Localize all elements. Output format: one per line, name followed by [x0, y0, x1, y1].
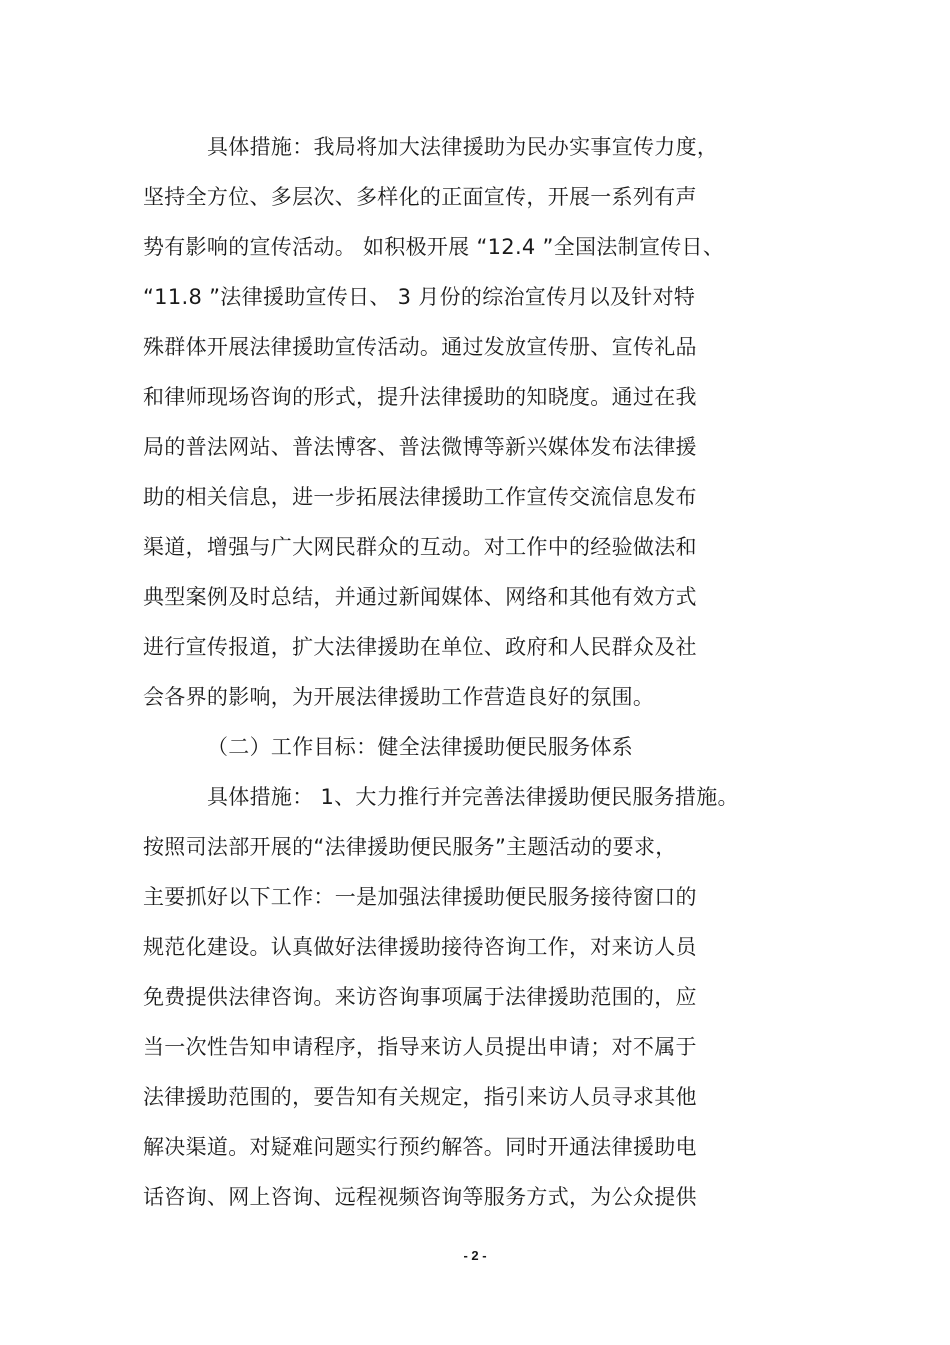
paragraph-1-line-4: “11.8 ”法律援助宣传日、 3 月份的综治宣传月以及针对特: [143, 285, 696, 309]
page-number: - 2 -: [463, 1248, 487, 1263]
paragraph-1-line-7: 局的普法网站、普法博客、普法微博等新兴媒体发布法律援: [143, 435, 697, 459]
paragraph-1-line-8: 助的相关信息，进一步拓展法律援助工作宣传交流信息发布: [143, 485, 697, 509]
paragraph-1-line-6: 和律师现场咨询的形式，提升法律援助的知晓度。通过在我: [143, 385, 697, 409]
paragraph-1-line-1: 具体措施：我局将加大法律援助为民办实事宣传力度，: [207, 135, 719, 159]
paragraph-2-line-7: 法律援助范围的，要告知有关规定，指引来访人员寻求其他: [143, 1085, 697, 1109]
paragraph-2-line-9: 话咨询、网上咨询、远程视频咨询等服务方式，为公众提供: [143, 1185, 697, 1209]
paragraph-2-line-5: 免费提供法律咨询。来访咨询事项属于法律援助范围的，应: [143, 985, 697, 1009]
section-heading: （二）工作目标：健全法律援助便民服务体系: [207, 735, 633, 759]
paragraph-1-line-2: 坚持全方位、多层次、多样化的正面宣传，开展一系列有声: [143, 185, 697, 209]
paragraph-2-line-8: 解决渠道。对疑难问题实行预约解答。同时开通法律援助电: [143, 1135, 697, 1159]
paragraph-1-line-5: 殊群体开展法律援助宣传活动。通过发放宣传册、宣传礼品: [143, 335, 697, 359]
paragraph-2-line-6: 当一次性告知申请程序，指导来访人员提出申请；对不属于: [143, 1035, 697, 1059]
paragraph-1-line-3: 势有影响的宣传活动。 如积极开展 “12.4 ”全国法制宣传日、: [143, 235, 725, 259]
paragraph-2-line-4: 规范化建设。认真做好法律援助接待咨询工作，对来访人员: [143, 935, 697, 959]
paragraph-2-line-2: 按照司法部开展的“法律援助便民服务”主题活动的要求，: [143, 835, 677, 859]
paragraph-2-line-1: 具体措施： 1、大力推行并完善法律援助便民服务措施。: [207, 785, 739, 809]
paragraph-2-line-3: 主要抓好以下工作：一是加强法律援助便民服务接待窗口的: [143, 885, 697, 909]
paragraph-1-line-10: 典型案例及时总结，并通过新闻媒体、网络和其他有效方式: [143, 585, 697, 609]
paragraph-1-line-12: 会各界的影响，为开展法律援助工作营造良好的氛围。: [143, 685, 655, 709]
paragraph-1-line-9: 渠道，增强与广大网民群众的互动。对工作中的经验做法和: [143, 535, 697, 559]
paragraph-1-line-11: 进行宣传报道，扩大法律援助在单位、政府和人民群众及社: [143, 635, 697, 659]
